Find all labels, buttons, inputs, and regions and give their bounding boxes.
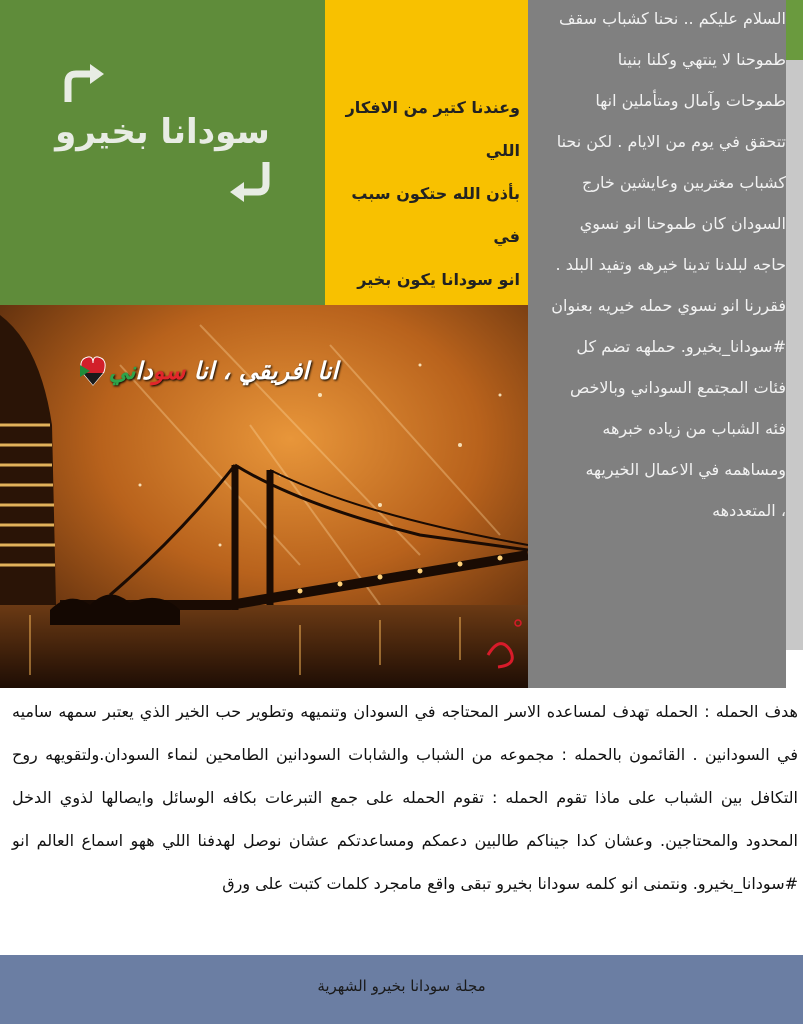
side-stripe-grey [786, 60, 803, 650]
side-stripe-green [786, 0, 803, 60]
intro-line: فئات المجتمع السوداني وبالاخص [569, 378, 786, 397]
slogan-text: انا افريقي ، انا [185, 357, 338, 385]
curved-arrow-up-right-icon [62, 60, 106, 104]
intro-line: فئه الشباب من زياده خبرهه [602, 419, 786, 438]
intro-line: طموحات وآمال ومتأملين انها [595, 91, 786, 110]
khartoum-bridge-photo [0, 305, 528, 688]
intro-line: فقررنا انو نسوي حمله خيريه بعنوان [551, 296, 786, 315]
ideas-text [325, 86, 520, 301]
magazine-title: مجلة سودانا بخيرو الشهرية [317, 977, 486, 995]
slogan-white-part: دا [135, 357, 153, 385]
curved-arrow-down-left-icon [228, 160, 272, 206]
footer-bar [0, 955, 803, 1024]
side-stripe [786, 0, 803, 688]
intro-line: تتحقق في يوم من الايام . لكن نحنا [556, 132, 786, 151]
intro-line: حاجه لبلدنا تدينا خيرهه وتفيد البلد . [555, 255, 786, 274]
intro-line: ومساهمه في الاعمال الخيريهه [585, 460, 786, 479]
intro-column [528, 0, 786, 688]
campaign-description: هدف الحمله : الحمله تهدف لمساعده الاسر المحتاجه في السودان وتنميهه وتطوير حب الخير الذي يعتبر سمهه ساميه في السودانين . القائمون بالحمله : مجموعه من الشباب والشابات السودانين الطامحين لنماء السودان.ولتقويهه روح التكافل بين الشباب على ماذا تقوم الحمله : تقوم الحمله على جمع التبرعات بكافه الوسائل وايصالها لذوي الدخل المحدود والمحتاجين. وعشان كدا جيناكم طالبين دعمكم ومساعدتكم عشان نوصل لهدفنا اللي ههو اسماع العالم انو #سودانا_بخيرو. ونتمنى انو كلمه سودانا بخيرو تبقى واقع مامجرد كلمات كتبت على ورق [12, 702, 798, 893]
intro-line: كشباب مغتربين وعايشين خارج [581, 173, 786, 192]
brand-title: سودانا بخيرو [55, 112, 270, 152]
intro-text [530, 0, 786, 531]
brand-panel [0, 0, 325, 305]
ideas-line: انو سودانا يكون بخير [357, 270, 520, 289]
ideas-line: بأذن الله حتكون سبب في [351, 184, 520, 246]
intro-line: طموحنا لا ينتهي وكلنا بنينا [617, 50, 786, 69]
intro-line: السودان كان طموحنا انو نسوي [579, 214, 786, 233]
ideas-line: وعندنا كتير من الافكار اللي [345, 98, 520, 160]
intro-line: السلام عليكم .. نحنا كشباب سقف [558, 9, 786, 28]
ideas-panel [325, 0, 528, 305]
slogan [109, 357, 338, 385]
slogan-green-part: ني [108, 357, 136, 385]
intro-line: ، المتعددهه [712, 501, 786, 520]
slogan-red-part: سو [152, 357, 186, 385]
intro-line: #سودانا_بخيرو. حملهه تضم كل [576, 337, 786, 356]
